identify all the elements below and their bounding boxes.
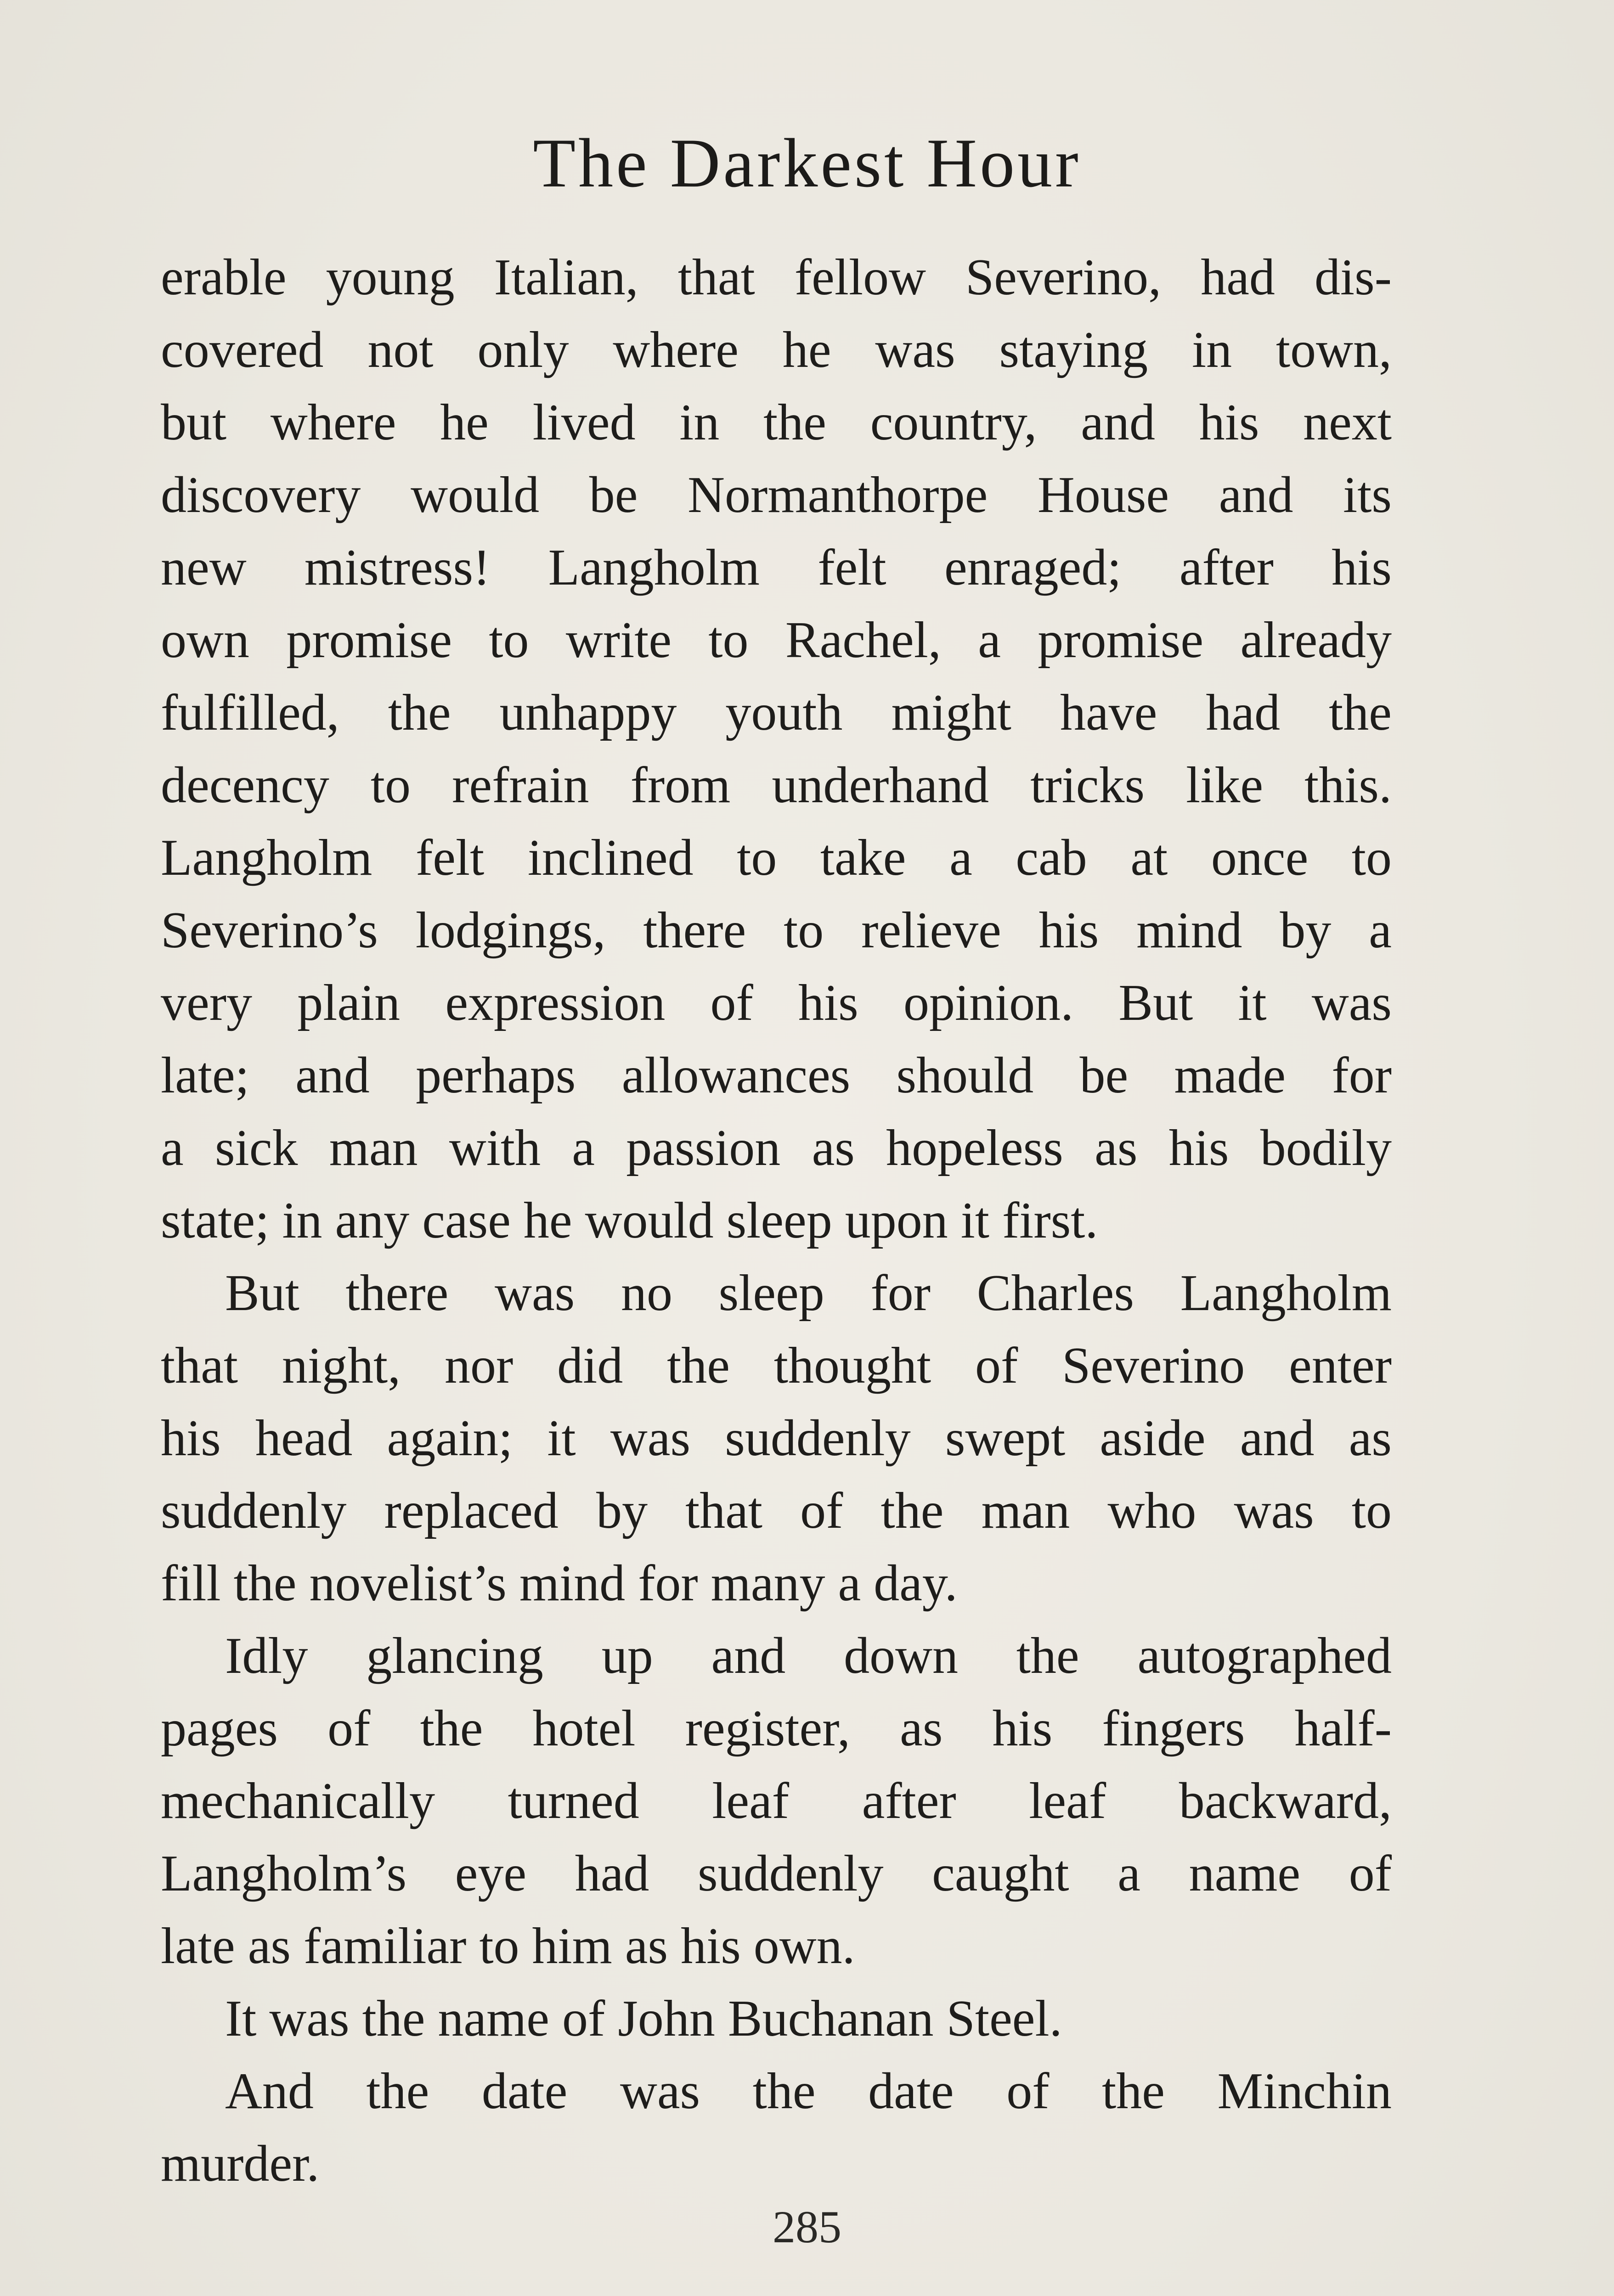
- text-line: murder.: [161, 2135, 320, 2192]
- text-line: erable young Italian, that fellow Severino, had dis-: [161, 249, 1392, 306]
- text-line: fill the novelist’s mind for many a day.: [161, 1555, 958, 1612]
- paragraph: [161, 1982, 1392, 2055]
- text-line: suddenly replaced by that of the man who was to: [161, 1482, 1392, 1539]
- text-line: It was the name of John Buchanan Steel.: [225, 1990, 1062, 2047]
- paragraph: [161, 241, 1392, 1257]
- text-line: But there was no sleep for Charles Langholm: [225, 1265, 1392, 1322]
- text-line: And the date was the date of the Minchin: [225, 2063, 1392, 2120]
- text-line: pages of the hotel register, as his fingers half-: [161, 1700, 1392, 1757]
- page-number: 285: [773, 2201, 841, 2252]
- text-line: fulfilled, the unhappy youth might have had the: [161, 684, 1392, 741]
- text-line: Idly glancing up and down the autographed: [225, 1627, 1392, 1684]
- paragraph: [161, 2055, 1392, 2200]
- text-line: Severino’s lodgings, there to relieve his mind by a: [161, 902, 1392, 959]
- text-line: a sick man with a passion as hopeless as his bodily: [161, 1120, 1392, 1176]
- running-head: The Darkest Hour: [533, 124, 1081, 202]
- text-line: late as familiar to him as his own.: [161, 1918, 855, 1975]
- text-line: new mistress! Langholm felt enraged; after his: [161, 539, 1392, 596]
- text-line: late; and perhaps allowances should be made for: [161, 1047, 1392, 1104]
- text-line: covered not only where he was staying in town,: [161, 321, 1392, 378]
- paragraph: [161, 1620, 1392, 1982]
- text-line: own promise to write to Rachel, a promise already: [161, 612, 1392, 669]
- text-line: mechanically turned leaf after leaf backward,: [161, 1773, 1392, 1829]
- text-line: state; in any case he would sleep upon it first.: [161, 1192, 1098, 1249]
- text-line: but where he lived in the country, and his next: [161, 394, 1392, 451]
- text-line: decency to refrain from underhand tricks like this.: [161, 757, 1392, 814]
- text-line: Langholm’s eye had suddenly caught a name of: [161, 1845, 1392, 1902]
- text-line: Langholm felt inclined to take a cab at once to: [161, 829, 1392, 886]
- text-line: that night, nor did the thought of Severino enter: [161, 1337, 1392, 1394]
- text-line: discovery would be Normanthorpe House and its: [161, 467, 1392, 523]
- text-line: his head again; it was suddenly swept aside and as: [161, 1410, 1392, 1467]
- body-text: [161, 241, 1392, 2200]
- text-line: very plain expression of his opinion. But it was: [161, 974, 1392, 1031]
- paragraph: [161, 1257, 1392, 1620]
